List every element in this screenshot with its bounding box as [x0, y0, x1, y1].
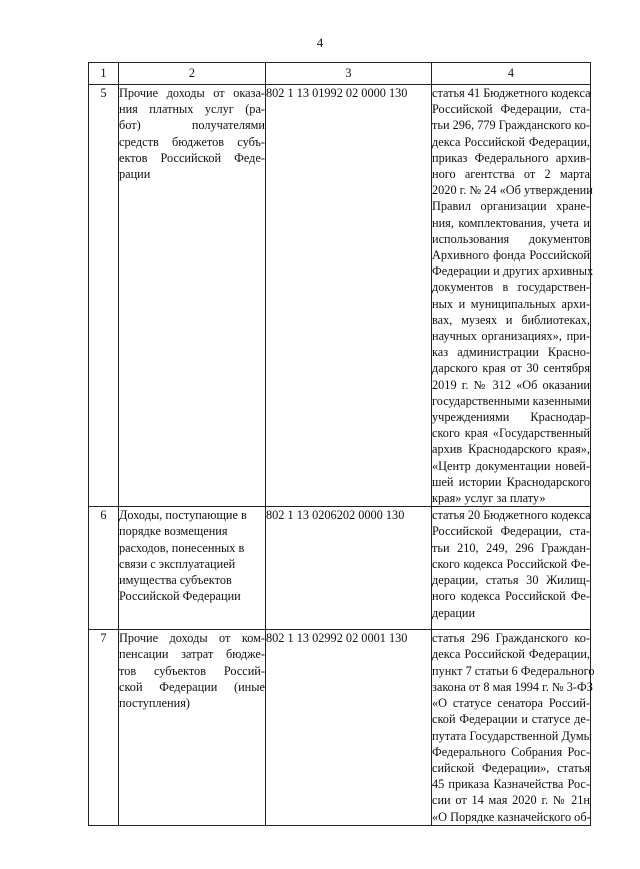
- text-line: научных организациях», при-: [432, 329, 590, 344]
- text-line: тов субъектов Россий-: [119, 663, 265, 678]
- text-line: ектов Российской Феде-: [119, 150, 265, 165]
- text-line: архив Краснодарского края»,: [432, 442, 590, 457]
- text-line: ного кодекса Российской Фе-: [432, 589, 590, 604]
- text-line: документов в государствен-: [432, 280, 590, 295]
- column-header-2: 2: [119, 63, 266, 85]
- text-line: декса Российской Федерации,: [432, 134, 590, 149]
- text-line: Архивного фонда Российской: [432, 248, 590, 263]
- text-line: государственными казенными: [432, 393, 590, 408]
- row-number: 6: [89, 507, 119, 630]
- text-line: учреждениями Краснодар-: [432, 410, 590, 425]
- text-line: путата Государственной Думы: [432, 728, 592, 743]
- text-line: пенсации затрат бюдже-: [119, 647, 265, 662]
- text-line: пункт 7 статьи 6 Федерального: [432, 663, 595, 678]
- text-line: статья 20 Бюджетного кодекса: [432, 508, 591, 523]
- text-line: дерации, статья 30 Жилищ-: [432, 573, 590, 588]
- text-line: расходов, понесенных в: [119, 540, 245, 555]
- text-line: Федерального Собрания Рос-: [432, 744, 590, 759]
- text-line: Российской Федерации: [119, 589, 241, 604]
- text-line: «О Порядке казначейского об-: [432, 809, 591, 824]
- text-line: Российской Федерации, ста-: [432, 524, 590, 539]
- text-line: каз администрации Красно-: [432, 345, 590, 360]
- text-line: статья 41 Бюджетного кодекса: [432, 86, 591, 100]
- table-header-row: [89, 63, 591, 85]
- legal-basis-cell: [432, 85, 594, 507]
- column-header-4: 4: [432, 63, 591, 85]
- text-line: Российской Федерации, ста-: [432, 102, 590, 117]
- text-line: поступления): [119, 696, 190, 711]
- text-line: ской Федерации (иные: [119, 679, 265, 694]
- text-line: Доходы, поступающие в: [119, 508, 247, 523]
- text-line: ния платных услуг (ра-: [119, 102, 265, 117]
- text-line: дерации: [432, 605, 476, 620]
- text-line: 2019 г. № 312 «Об оказании: [432, 377, 590, 392]
- budget-code-cell: 802 1 13 01992 02 0000 130: [266, 85, 432, 507]
- column-header-3: 3: [266, 63, 432, 85]
- budget-code-cell: 802 1 13 0206202 0000 130: [266, 507, 432, 630]
- text-line: порядке возмещения: [119, 524, 228, 539]
- text-line: сии от 14 мая 2020 г. № 21н: [432, 793, 590, 808]
- text-line: ского края «Государственный: [432, 426, 590, 441]
- text-line: ного агентства от 2 марта: [432, 167, 590, 182]
- revenue-name-cell: [119, 630, 266, 825]
- text-line: ского кодекса Российской Фе-: [432, 556, 590, 571]
- text-line: Прочие доходы от ком-: [119, 631, 265, 646]
- row-number: 7: [89, 630, 119, 825]
- text-line: бот) получателями: [119, 118, 265, 133]
- text-line: имущества субъектов: [119, 573, 232, 588]
- column-header-1: 1: [89, 63, 119, 85]
- text-line: декса Российской Федерации,: [432, 647, 590, 662]
- text-line: дарского края от 30 сентября: [432, 361, 590, 376]
- revenue-table: [88, 62, 595, 826]
- text-line: края» услуг за плату»: [432, 491, 546, 506]
- text-line: Правил организации хране-: [432, 199, 590, 214]
- text-line: вах, музеях и библиотеках,: [432, 312, 590, 327]
- page-number: 4: [316, 35, 324, 50]
- text-line: закона от 8 мая 1994 г. № 3-ФЗ: [432, 679, 593, 694]
- table-row: [89, 630, 591, 825]
- text-line: рации: [119, 167, 151, 182]
- text-line: ных и муниципальных архи-: [432, 296, 590, 311]
- text-line: тьи 210, 249, 296 Граждан-: [432, 540, 590, 555]
- text-line: «О статусе сенатора Россий-: [432, 696, 590, 711]
- table-row: [89, 507, 591, 630]
- text-line: Прочие доходы от оказа-: [119, 86, 265, 100]
- text-line: 2020 г. № 24 «Об утверждении: [432, 183, 593, 198]
- row-number: 5: [89, 85, 119, 507]
- text-line: тьи 296, 779 Гражданского ко-: [432, 118, 590, 133]
- text-line: «Центр документации новей-: [432, 458, 590, 473]
- text-line: ской Федерации и статусе де-: [432, 712, 590, 727]
- budget-code-cell: 802 1 13 02992 02 0001 130: [266, 630, 432, 825]
- legal-basis-cell: [432, 630, 595, 825]
- revenue-name-cell: [119, 85, 266, 507]
- text-line: связи с эксплуатацией: [119, 556, 236, 571]
- table-row: [89, 85, 591, 507]
- text-line: ния, комплектования, учета и: [432, 215, 590, 230]
- text-line: использования документов: [432, 231, 590, 246]
- text-line: сийской Федерации», статья: [432, 760, 590, 775]
- text-line: приказ Федерального архив-: [432, 150, 590, 165]
- text-line: 45 приказа Казначейства Рос-: [432, 777, 590, 792]
- text-line: средств бюджетов субъ-: [119, 134, 265, 149]
- legal-basis-cell: [432, 507, 591, 630]
- text-line: статья 296 Гражданского ко-: [432, 631, 590, 646]
- text-line: шей истории Краснодарского: [432, 474, 590, 489]
- revenue-name-cell: [119, 507, 266, 630]
- text-line: Федерации и других архивных: [432, 264, 594, 279]
